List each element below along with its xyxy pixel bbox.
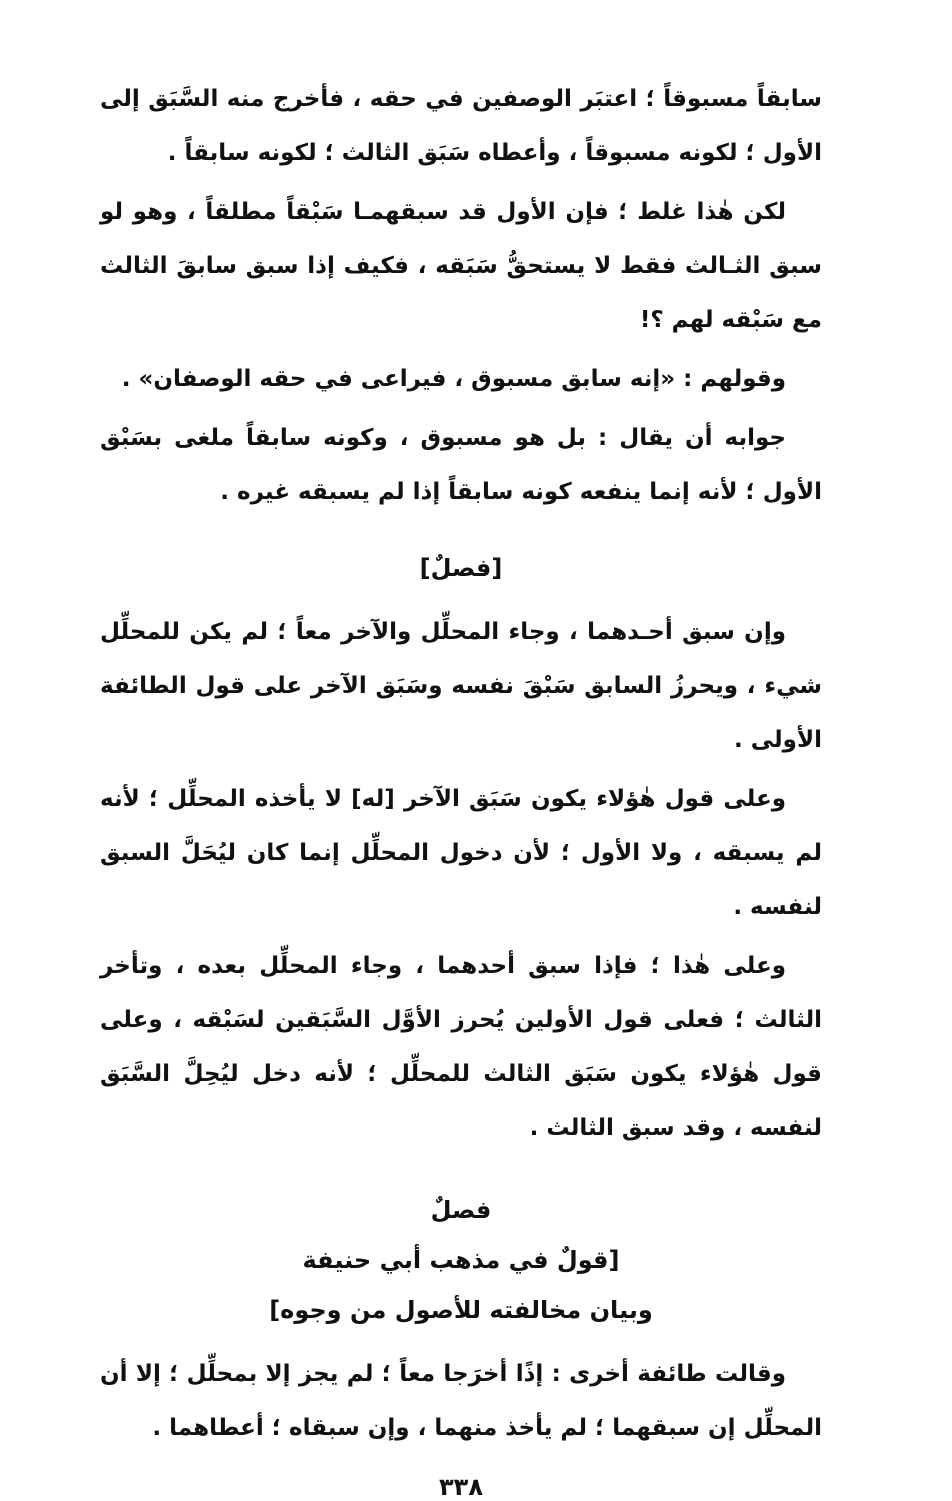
section-heading-2-line-3: وبيان مخالفته للأصول من وجوه] [269,1296,653,1324]
section-heading-2-line-2: [قولٌ في مذهب أبي حنيفة [302,1246,620,1274]
book-page [100,72,822,1501]
paragraph-8: وقالت طائفة أخرى : إذًا أخرَجا معاً ؛ لم يجز إلا بمحلِّل ؛ إلا أن المحلِّل إن سبقهما ؛ لم يأخذ منهما ، وإن سبقاه ؛ أعطاهما . [100,1361,822,1441]
section-heading-1 [100,543,822,593]
section-heading-1-title: [فصلٌ] [419,554,503,582]
section-heading-2-line-1: فصلٌ [430,1196,492,1224]
page-number: ٣٣٨ [439,1473,483,1501]
paragraph-3: وقولهم : «إنه سابق مسبوق ، فيراعى في حقه الوصفان» . [121,366,786,392]
paragraph-6: وعلى قول هٰؤلاء يكون سَبَق الآخر [له] لا يأخذه المحلِّل ؛ لأنه لم يسبقه ، ولا الأول ؛ لأن دخول المحلِّل إنما كان ليُحَلَّ السبق لنفسه . [100,786,822,920]
section-heading-2 [100,1185,822,1335]
paragraph-1: سابقاً مسبوقاً ؛ اعتبَر الوصفين في حقه ، فأخرج منه السَّبَق إلى الأول ؛ لكونه مسبوقاً ، وأعطاه سَبَق الثالث ؛ لكونه سابقاً . [100,86,822,166]
paragraph-2: لكن هٰذا غلط ؛ فإن الأول قد سبقهمـا سَبْقاً مطلقاً ، وهو لو سبق الثـالث فقط لا يستحقُّ سَبَقه ، فكيف إذا سبق سابقَ الثالث مع سَبْقه لهم ؟! [100,199,822,333]
paragraph-4: جوابه أن يقال : بل هو مسبوق ، وكونه سابقاً ملغى بسَبْق الأول ؛ لأنه إنما ينفعه كونه سابقاً إذا لم يسبقه غيره . [100,425,822,505]
paragraph-5: وإن سبق أحـدهما ، وجاء المحلِّل والآخر معاً ؛ لم يكن للمحلِّل شيء ، ويحرزُ السابق سَبْقَ نفسه وسَبَق الآخر على قول الطائفة الأولى . [100,619,822,753]
paragraph-7: وعلى هٰذا ؛ فإذا سبق أحدهما ، وجاء المحلِّل بعده ، وتأخر الثالث ؛ فعلى قول الأولين يُحرز الأوَّل السَّبَقين لسَبْقه ، وعلى قول هٰؤلاء يكون سَبَق الثالث للمحلِّل ؛ لأنه دخل ليُحِلَّ السَّبَق لنفسه ، وقد سبق الثالث . [100,953,822,1141]
